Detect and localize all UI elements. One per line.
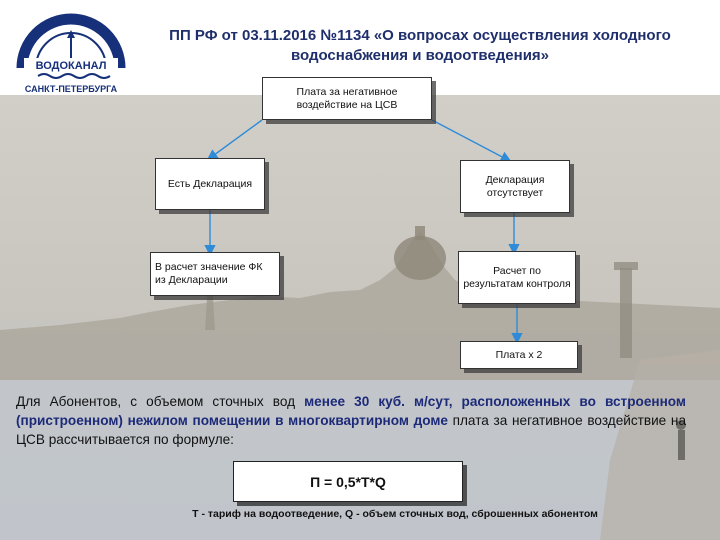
formula-text: П = 0,5*Т*Q (310, 473, 386, 490)
diagram-root-label: Плата за негативное воздействие на ЦСВ (296, 85, 398, 111)
diagram-left-branch-box (155, 158, 265, 210)
paragraph-highlight: менее 30 куб. м/сут, расположенных во встроенном (пристроенном) нежилом помещении в многоквартирном доме (16, 394, 686, 428)
page-title (140, 26, 700, 66)
diagram-right-final-box (460, 341, 578, 369)
diagram-left-result-box (150, 252, 280, 296)
paragraph-part-2: плата за негативное воздействие на ЦСВ рассчитывается по формуле: (16, 413, 686, 447)
formula-box (233, 461, 463, 502)
diagram-right-result-box (458, 251, 576, 304)
diagram-right-branch-label: Декларация отсутствует (485, 173, 545, 199)
title-line-1: ПП РФ от 03.11.2016 №1134 «О вопросах осуществления холодного (169, 27, 671, 44)
title-line-2: водоснабжения и водоотведения» (290, 47, 550, 64)
diagram-left-branch-label: Есть Декларация (167, 177, 253, 190)
vodokanal-logo (8, 2, 134, 94)
description-paragraph (16, 392, 686, 449)
logo-city: САНКТ-ПЕТЕРБУРГА (24, 84, 118, 94)
diagram-right-result-label: Расчет по результатам контроля (463, 264, 571, 290)
logo-name: ВОДОКАНАЛ (35, 60, 107, 72)
diagram-right-final-label: Плата х 2 (495, 348, 543, 361)
paragraph-part-1: Для Абонентов, с объемом сточных вод (16, 394, 305, 409)
diagram-root-box (262, 77, 432, 120)
diagram-right-branch-box (460, 160, 570, 213)
formula-footnote: Т - тариф на водоотведение, Q - объем сточных вод, сброшенных абонентом (192, 508, 598, 520)
diagram-left-result-label: В расчет значение ФК из Декларации (155, 261, 263, 286)
